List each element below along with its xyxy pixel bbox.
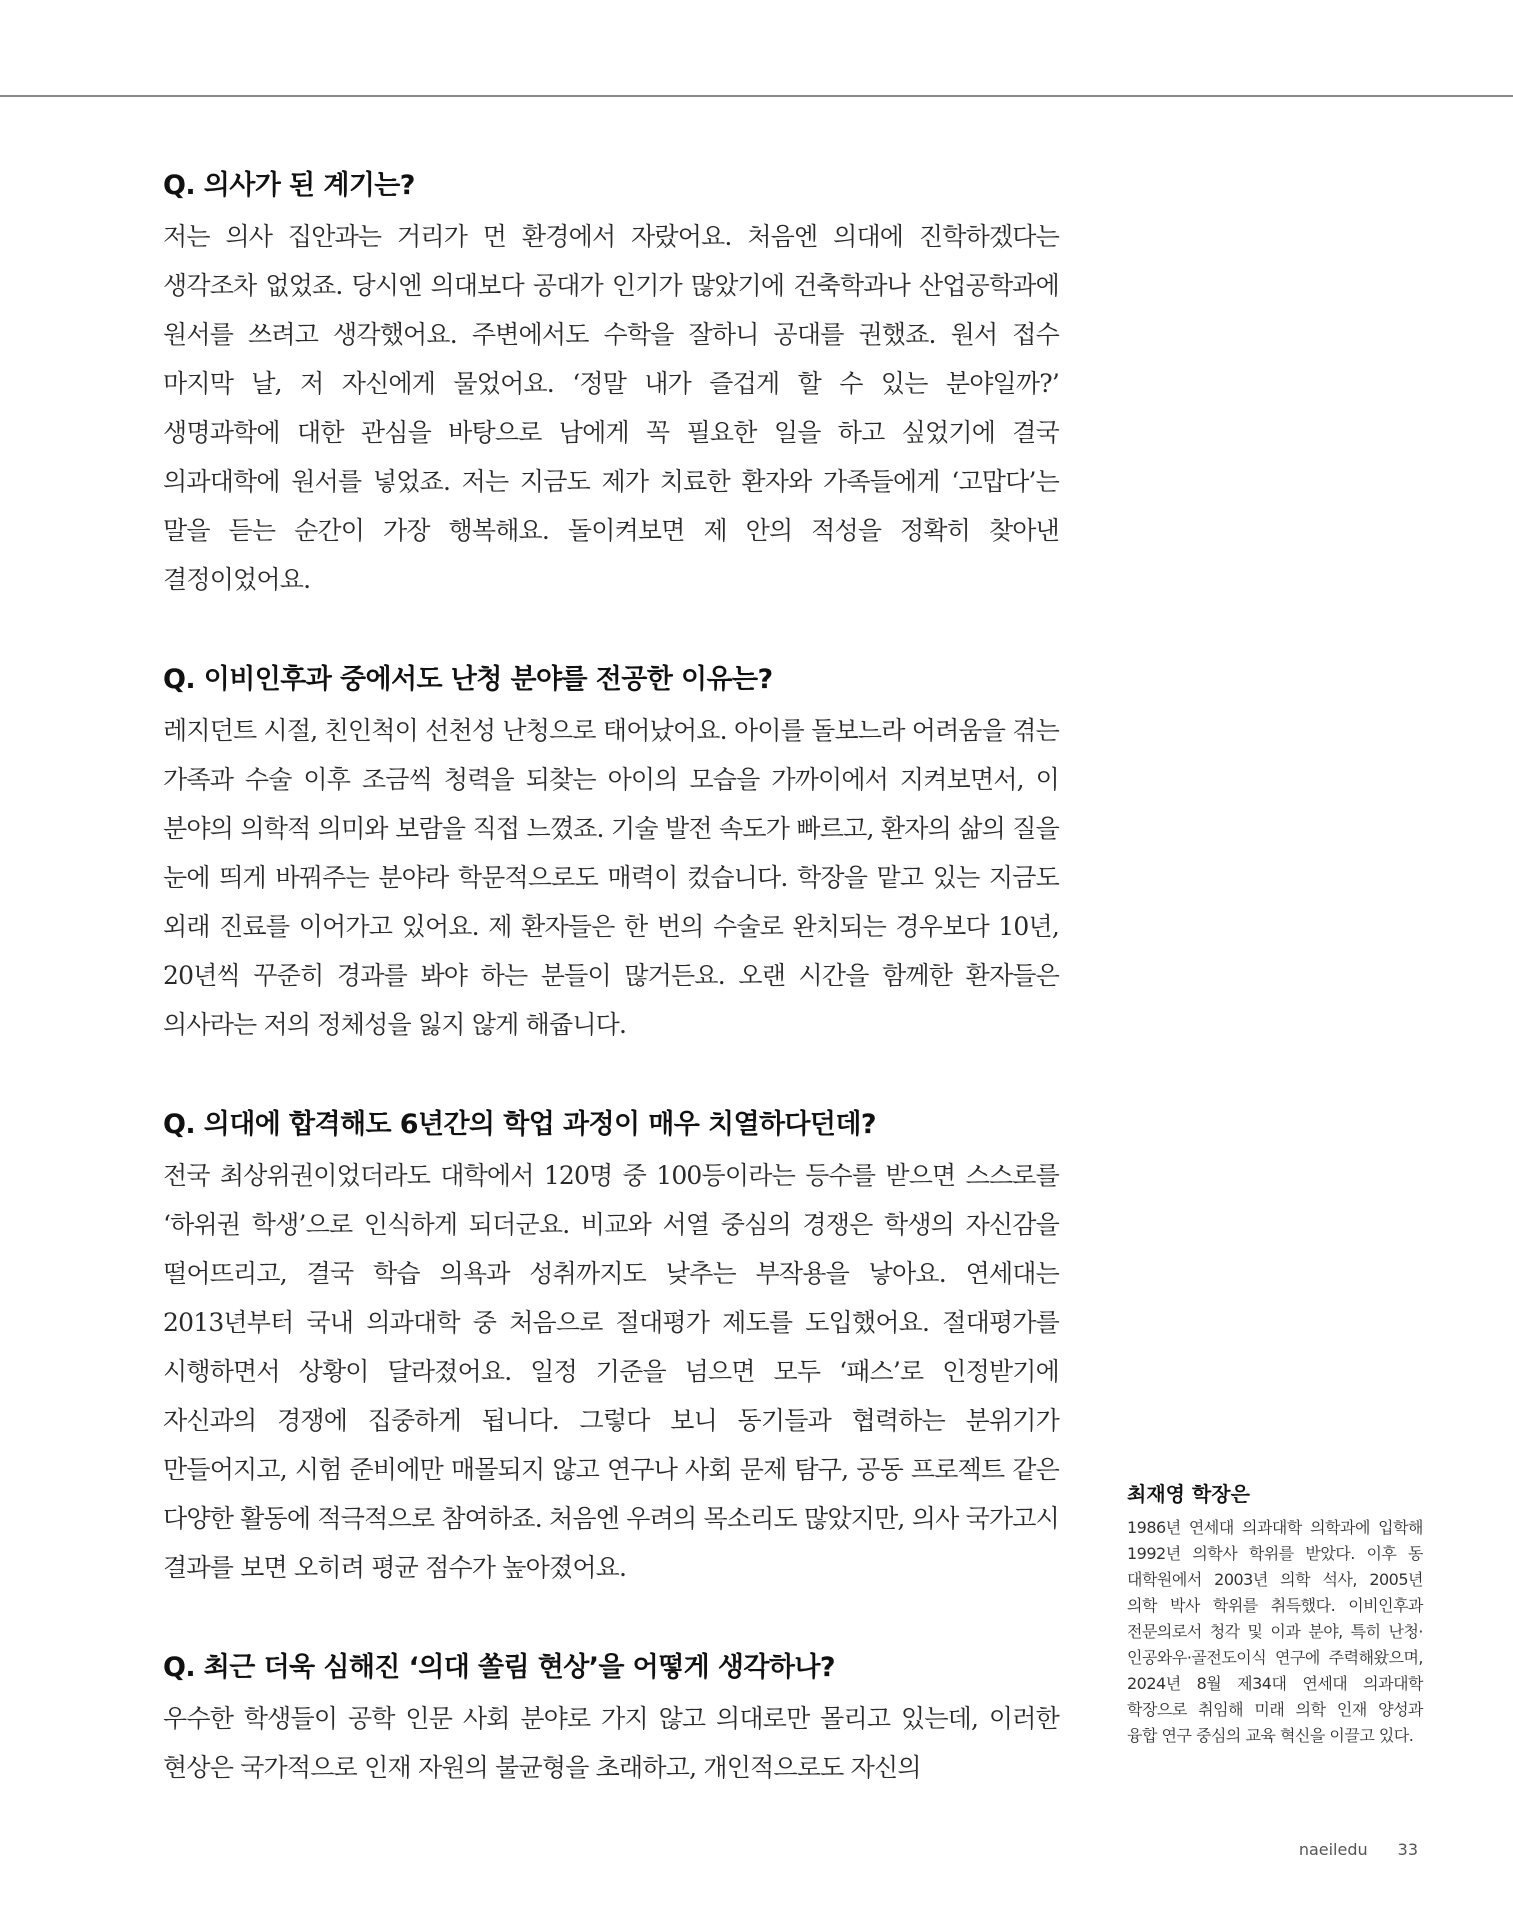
footer-brand: naeiledu (1298, 1840, 1368, 1859)
question-heading: Q. 이비인후과 중에서도 난청 분야를 전공한 이유는? (163, 664, 773, 695)
page-footer (1299, 1840, 1418, 1859)
profile-sidebar (1127, 1477, 1423, 1749)
question-heading: Q. 의사가 된 계기는? (163, 170, 415, 201)
qa-section-2 (163, 654, 1059, 1049)
interview-article (163, 160, 1059, 1842)
sidebar-title: 최재영 학장은 (1127, 1482, 1250, 1506)
top-divider (0, 95, 1513, 97)
answer-paragraph: 저는 의사 집안과는 거리가 먼 환경에서 자랐어요. 처음엔 의대에 진학하겠다는 생각조차 없었죠. 당시엔 의대보다 공대가 인기가 많았기에 건축학과나 산업공학과에 원서를 쓰려고 생각했어요. 주변에서도 수학을 잘하니 공대를 권했죠. 원서 접수 마지막 날, 저 자신에게 물었어요. ‘정말 내가 즐겁게 할 수 있는 분야일까?’ 생명과학에 대한 관심을 바탕으로 남에게 꼭 필요한 일을 하고 싶었기에 결국 의과대학에 원서를 넣었죠. 저는 지금도 제가 치료한 환자와 가족들에게 ‘고맙다’는 말을 듣는 순간이 가장 행복해요. 돌이켜보면 제 안의 적성을 정확히 찾아낸 결정이었어요. (163, 222, 1059, 594)
question-heading: Q. 의대에 합격해도 6년간의 학업 과정이 매우 치열하다던데? (163, 1109, 876, 1140)
page-number: 33 (1397, 1840, 1418, 1859)
qa-section-3 (163, 1099, 1059, 1592)
qa-section-4 (163, 1642, 1059, 1792)
sidebar-bio: 1986년 연세대 의과대학 의학과에 입학해 1992년 의학사 학위를 받았다. 이후 동 대학원에서 2003년 의학 석사, 2005년 의학 박사 학위를 취득했다. 이비인후과 전문의로서 청각 및 이과 분야, 특히 난청·인공와우·골전도이식 연구에 주력해왔으며, 2024년 8월 제34대 연세대 의과대학 학장으로 취임해 미래 의학 인재 양성과 융합 연구 중심의 교육 혁신을 이끌고 있다. (1127, 1518, 1423, 1745)
answer-paragraph: 전국 최상위권이었더라도 대학에서 120명 중 100등이라는 등수를 받으면 스스로를 ‘하위권 학생’으로 인식하게 되더군요. 비교와 서열 중심의 경쟁은 학생의 자신감을 떨어뜨리고, 결국 학습 의욕과 성취까지도 낮추는 부작용을 낳아요. 연세대는 2013년부터 국내 의과대학 중 처음으로 절대평가 제도를 도입했어요. 절대평가를 시행하면서 상황이 달라졌어요. 일정 기준을 넘으면 모두 ‘패스’로 인정받기에 자신과의 경쟁에 집중하게 됩니다. 그렇다 보니 동기들과 협력하는 분위기가 만들어지고, 시험 준비에만 매몰되지 않고 연구나 사회 문제 탐구, 공동 프로젝트 같은 다양한 활동에 적극적으로 참여하죠. 처음엔 우려의 목소리도 많았지만, 의사 국가고시 결과를 보면 오히려 평균 점수가 높아졌어요. (163, 1161, 1059, 1582)
answer-paragraph: 우수한 학생들이 공학 인문 사회 분야로 가지 않고 의대로만 몰리고 있는데, 이러한 현상은 국가적으로 인재 자원의 불균형을 초래하고, 개인적으로도 자신의 (163, 1704, 1059, 1782)
qa-section-1 (163, 160, 1059, 604)
question-heading: Q. 최근 더욱 심해진 ‘의대 쏠림 현상’을 어떻게 생각하나? (163, 1652, 835, 1683)
answer-paragraph: 레지던트 시절, 친인척이 선천성 난청으로 태어났어요. 아이를 돌보느라 어려움을 겪는 가족과 수술 이후 조금씩 청력을 되찾는 아이의 모습을 가까이에서 지켜보면서, 이 분야의 의학적 의미와 보람을 직접 느꼈죠. 기술 발전 속도가 빠르고, 환자의 삶의 질을 눈에 띄게 바꿔주는 분야라 학문적으로도 매력이 컸습니다. 학장을 맡고 있는 지금도 외래 진료를 이어가고 있어요. 제 환자들은 한 번의 수술로 완치되는 경우보다 10년, 20년씩 꾸준히 경과를 봐야 하는 분들이 많거든요. 오랜 시간을 함께한 환자들은 의사라는 저의 정체성을 잃지 않게 해줍니다. (163, 716, 1059, 1039)
